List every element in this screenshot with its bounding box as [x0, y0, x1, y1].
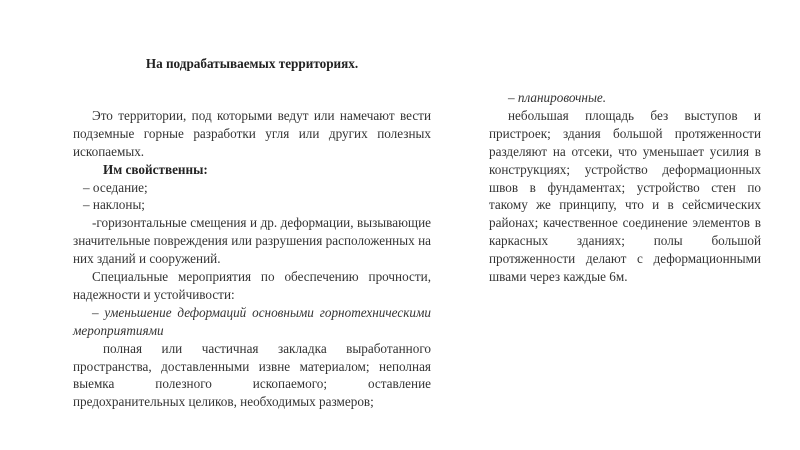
left-column [73, 89, 431, 411]
measures-paragraph: Специальные мероприятия по обеспечению прочности, надежности и устойчивости: [73, 269, 431, 302]
planning-paragraph: небольшая площадь без выступов и пристроек; здания большой протяженности разделяют на отсеки, что уменьшает усилия в конструкциях; устройство деформационных швов в фундаментах; устройство стен по такому же принципу, что и в сейсмических районах; качественное соединение элементов в каркасных зданиях; полы большой протяженности делают с деформационными швами через каждые 6м. [489, 107, 761, 285]
properties-title: Им свойственны: [103, 161, 208, 177]
list-item-deformations: -горизонтальные смещения и др. деформации, вызывающие значительные повреждения или разрушения расположенных на них зданий и сооружений. [73, 215, 431, 267]
reduction-title: – уменьшение деформаций основными горнотехническими мероприятиями [73, 304, 431, 338]
intro-paragraph: Это территории, под которыми ведут или намечают вести подземные горные разработки угля или других полезных ископаемых. [73, 107, 431, 159]
list-item-subsidence: – оседание; [83, 179, 148, 195]
reduction-paragraph: полная или частичная закладка выработанного пространства, доставленными извне материалом; неполная выемка полезного ископаемого; оставление предохранительных целиков, необходимых размеров; [73, 340, 431, 410]
section-heading: На подрабатываемых территориях. [145, 56, 359, 71]
list-item-tilts: – наклоны; [83, 197, 145, 213]
right-column [489, 89, 761, 286]
planning-title: – планировочные. [508, 90, 607, 105]
